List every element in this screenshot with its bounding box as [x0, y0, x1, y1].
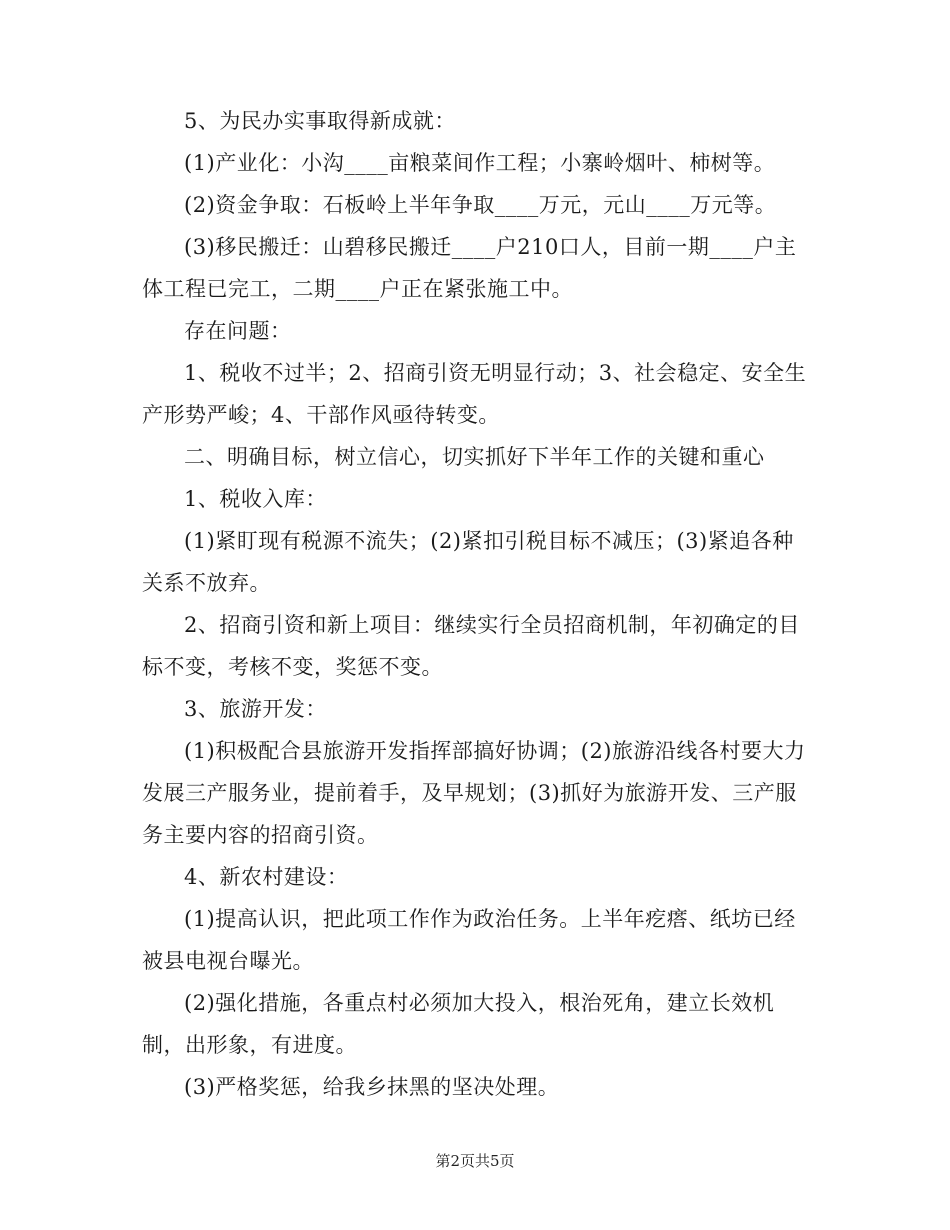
- paragraph-rural-measures: (2)强化措施，各重点村必须加大投入，根治死角，建立长效机制，出形象，有进度。: [142, 991, 775, 1057]
- paragraph-tourism-measures: (1)积极配合县旅游开发指挥部搞好协调；(2)旅游沿线各村要大力发展三产服务业，提前着手，及早规划；(3)抓好为旅游开发、三产服务主要内容的招商引资。: [142, 739, 806, 847]
- paragraph-investment: 2、招商引资和新上项目：继续实行全员招商机制，年初确定的目标不变，考核不变，奖惩不变。: [142, 613, 800, 679]
- paragraph-tax-heading: 1、税收入库：: [184, 487, 327, 511]
- document-body: [142, 100, 810, 1108]
- paragraph-rural-heading: 4、新农村建设：: [184, 865, 349, 889]
- paragraph-achievements-heading: 5、为民办实事取得新成就：: [184, 109, 456, 133]
- page-number: 第2页共5页: [435, 1152, 515, 1170]
- paragraph-tourism-heading: 3、旅游开发：: [184, 697, 327, 721]
- paragraph-funding: (2)资金争取：石板岭上半年争取____万元，元山____万元等。: [184, 193, 777, 217]
- section-heading-goals: 二、明确目标，树立信心，切实抓好下半年工作的关键和重心: [184, 445, 765, 469]
- paragraph-problems-heading: 存在问题：: [184, 319, 292, 343]
- paragraph-relocation: (3)移民搬迁：山碧移民搬迁____户210口人，目前一期____户主体工程已完工，二期____户正在紧张施工中。: [142, 235, 797, 301]
- paragraph-rural-discipline: (3)严格奖惩，给我乡抹黑的坚决处理。: [184, 1075, 560, 1099]
- paragraph-tax-measures: (1)紧盯现有税源不流失；(2)紧扣引税目标不减压；(3)紧追各种关系不放弃。: [142, 529, 794, 595]
- paragraph-problems-list: 1、税收不过半；2、招商引资无明显行动；3、社会稳定、安全生产形势严峻；4、干部作风亟待转变。: [142, 361, 807, 427]
- paragraph-rural-awareness: (1)提高认识，把此项工作作为政治任务。上半年疙瘩、纸坊已经被县电视台曝光。: [142, 907, 796, 973]
- paragraph-industrialization: (1)产业化：小沟____亩粮菜间作工程；小寨岭烟叶、柿树等。: [184, 151, 776, 175]
